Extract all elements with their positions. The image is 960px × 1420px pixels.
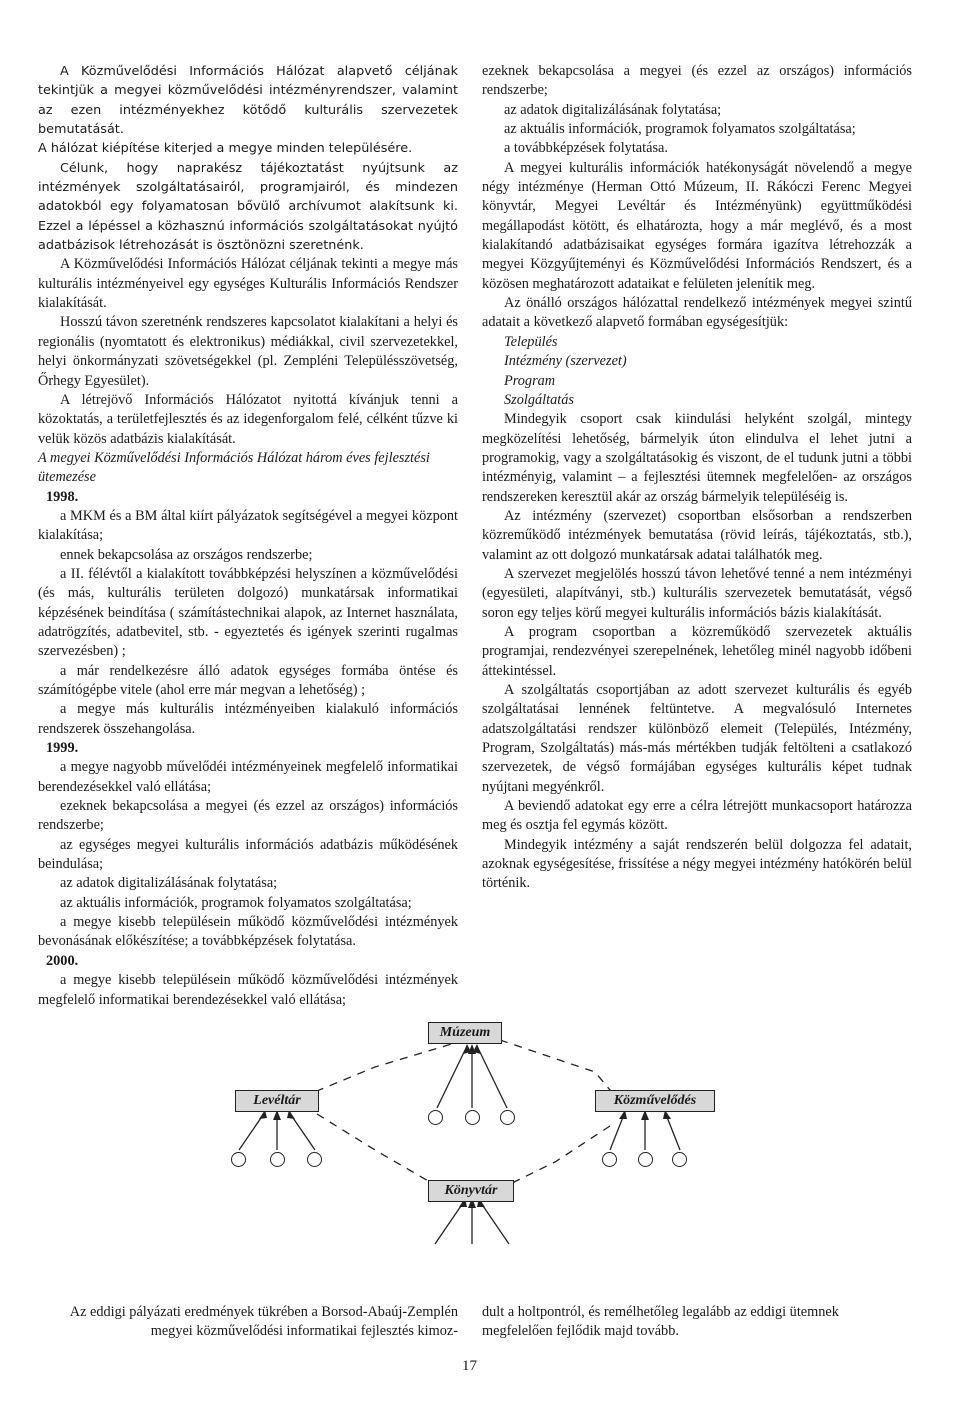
list-item: az adatok digitalizálásának folytatása;: [504, 101, 722, 118]
paragraph: A létrejövő Információs Hálózatot nyitottá kívánjuk tenni a közoktatás, a területfejlesztés és az idegenforgalom felé, célként tűzve ki velük közös adatbázis kialakítását.: [38, 391, 458, 447]
group-label: Intézmény (szervezet): [504, 353, 627, 370]
footer-paragraph-left: Az eddigi pályázati eredmények tükrében a Borsod-Abaúj-Zemplén megyei közművelődési informatikai fejlesztés kimoz-: [69, 1304, 458, 1340]
section-heading: A megyei Közművelődési Információs Hálózat három éves fejlesztési ütemezése: [38, 449, 430, 486]
year-heading: 1999.: [46, 740, 79, 757]
paragraph: Mindegyik csoport csak kiindulási helyként szolgál, mintegy megközelítési lehetőség, bármelyik úton elindulva el lehet jutni a programokig, vagy a szolgáltatásokig és viszont, de el tudunk jutni a többi intézményig, valamint – a fejlesztési ütemnek megfelelően- az országos rendszereken keresztül akár az ország bármelyik településéig is.: [482, 411, 912, 505]
paragraph: Hosszú távon szeretnénk rendszeres kapcsolatot kialakítani a helyi és regionális (nyomtatott és elektronikus) médiákkal, civil szervezetekkel, helyi önkormányzati szövetségekkel (pl. Zempléni Településszövetség, Őrhegy Egyesület).: [38, 314, 458, 389]
list-item: a továbbképzések folytatása.: [504, 140, 668, 157]
member-node: [672, 1152, 687, 1167]
paragraph: A program csoportban a közreműködő szervezetek aktuális programjai, rendezvényei szerepelnének, lehetőleg minél nagyobb időbeni áttekintéssel.: [482, 623, 912, 679]
paragraph: A megyei kulturális információk hatékonyságát növelendő a megye négy intézménye (Herman Ottó Múzeum, II. Rákóczi Ferenc Megyei könyvtár, Megyei Levéltár és Intézményünk) együttműködési megállapodást kötött, és elhatározta, hogy a már meglévő, és a most kialakítandó adatbázisaikat egységes formára igazítva létrehozzák a megyei Közgyűjteményi és Közművelődési Információs Rendszert, és a közösen meghatározott adataikat e felületen jelenítik meg.: [482, 159, 912, 292]
group-label: Szolgáltatás: [504, 391, 574, 408]
member-node: [428, 1110, 443, 1125]
year-heading: 1998.: [46, 488, 79, 505]
node-leveltar: Levéltár: [235, 1090, 319, 1112]
page-number: 17: [462, 1358, 477, 1374]
paragraph: A hálózat kiépítése kiterjed a megye minden településére.: [38, 141, 413, 157]
paragraph: A szervezet megjelölés hosszú távon lehetővé tenné a nem intézményi (egyesületi, alapítványi, stb.) kulturális szervezetek bemutatását, végső soron egy teljes körű megyei kulturális információs bázis kialakítását.: [482, 565, 912, 621]
list-item: az aktuális információk, programok folyamatos szolgáltatása;: [504, 121, 856, 138]
paragraph: Mindegyik intézmény a saját rendszerén belül dolgozza fel adatait, azoknak egységesítése, frissítése a négy megyei intézmény hatókörén belül történik.: [482, 836, 912, 892]
paragraph: A Közművelődési Információs Hálózat céljának tekinti a megye más kulturális intézményeivel egy egységes Kulturális Információs Rendszer kialakítását.: [38, 256, 458, 312]
group-label: Település: [504, 333, 558, 350]
node-kozmuvelodes: Közművelődés: [595, 1090, 715, 1112]
list-item: ezeknek bekapcsolása a megyei (és ezzel az országos) információs rendszerbe;: [38, 798, 458, 834]
member-node: [638, 1152, 653, 1167]
list-item: a MKM és a BM által kiírt pályázatok segítségével a megyei központ kialakítása;: [38, 507, 458, 544]
member-node: [465, 1110, 480, 1125]
list-item: a már rendelkezésre álló adatok egységes formába öntése és számítógépbe vitele (ahol erre már megvan a lehetőség) ;: [38, 662, 458, 698]
group-label: Program: [504, 372, 556, 389]
list-item: az adatok digitalizálásának folytatása;: [60, 875, 278, 892]
list-item: a megye kisebb településein működő közművelődési intézmények megfelelő informatikai berendezésekkel való ellátása;: [38, 972, 458, 1008]
paragraph: A Közművelődési Információs Hálózat alapvető céljának tekintjük a megyei közművelődési intézményrendszer, valamint az ezen intézményekhez kötődő kulturális szervezetek bemutatását.: [38, 64, 458, 138]
paragraph: A beviendő adatokat egy erre a célra létrejött munkacsoport határozza meg és osztja fel egymás között.: [482, 798, 912, 834]
node-muzeum: Múzeum: [428, 1022, 502, 1044]
list-item: ezeknek bekapcsolása a megyei (és ezzel az országos) információs rendszerbe;: [482, 63, 912, 99]
list-item: a megye nagyobb művelődéi intézményeinek megfelelő informatikai berendezésekkel való ellátása;: [38, 759, 458, 795]
list-item: a megye más kulturális intézményeiben kialakuló információs rendszerek összehangolása.: [38, 701, 458, 737]
member-node: [602, 1152, 617, 1167]
paragraph: A szolgáltatás csoportjában az adott szervezet kulturális és egyéb szolgáltatásai lennének feltüntetve. A megvalósuló Internetes adatszolgáltatási rendszer különböző elemeit (Település, Intézmény, Program, Szolgáltatás) más-más mértékben tudják feltölteni a csatlakozó szervezetek, de végső formájában egységes kulturális képet tudnak nyújtani megyénkről.: [482, 682, 912, 795]
list-item: a megye kisebb településein működő közművelődési intézmények bevonásának előkészítése; a továbbképzések folytatása.: [38, 914, 458, 950]
list-item: a II. félévtől a kialakított továbbképzési helyszínen a közművelődési (és más, kulturális területen dolgozó) munkatársak informatikai képzésének beindítása ( számítástechnikai alapok, az Internet használata, adatrögzítés, adatbevitel, stb. - egyeztetés és igények szerinti rugalmas szervezésben) ;: [38, 565, 458, 660]
diagram-lines: [225, 1022, 735, 1247]
node-konyvtar: Könyvtár: [428, 1180, 514, 1202]
right-column: [482, 62, 912, 894]
year-heading: 2000.: [46, 952, 79, 969]
institution-network-diagram: [225, 1022, 735, 1247]
member-node: [307, 1152, 322, 1167]
paragraph: Célunk, hogy naprakész tájékoztatást nyújtsunk az intézmények szolgáltatásairól, programjairól, és mindezen adatokból egy folyamatosan bővülő archívumot alakítsunk ki. Ezzel a lépéssel a közhasznú információs szolgáltatásokat nyújtó adatbázisok létrehozását is ösztönözni szeretnénk.: [38, 160, 458, 254]
paragraph: Az önálló országos hálózattal rendelkező intézmények megyei szintű adatait a következő alapvető formában egységesítjük:: [482, 295, 912, 331]
member-node: [500, 1110, 515, 1125]
paragraph: Az intézmény (szervezet) csoportban elsősorban a rendszerben közreműködő intézmények bemutatása (rövid leírás, tájékoztatás, stb.), valamint az ott dolgozó munkatársak adatai találhatók meg.: [482, 507, 912, 563]
list-item: az egységes megyei kulturális információs adatbázis működésének beindulása;: [38, 836, 458, 873]
list-item: az aktuális információk, programok folyamatos szolgáltatása;: [60, 894, 412, 911]
footer-paragraph-right: dult a holtpontról, és remélhetőleg legalább az eddigi ütemnek megfelelően fejlődik majd tovább.: [482, 1304, 839, 1340]
member-node: [270, 1152, 285, 1167]
list-item: ennek bekapcsolása az országos rendszerbe;: [60, 546, 313, 563]
member-node: [231, 1152, 246, 1167]
left-column: [38, 62, 458, 1010]
